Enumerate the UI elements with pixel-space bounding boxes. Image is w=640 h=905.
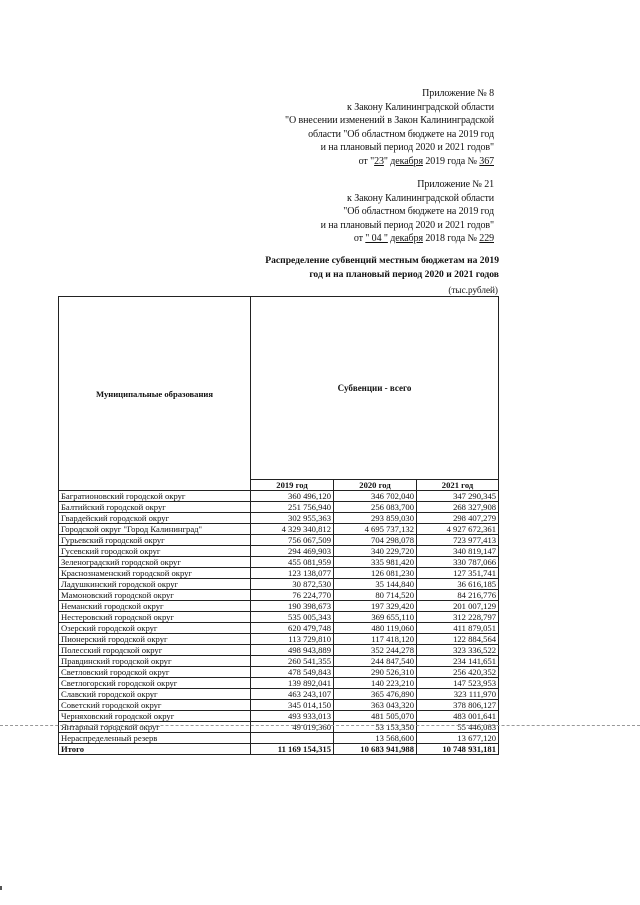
table-row xyxy=(59,601,499,612)
value-2020: 140 223,210 xyxy=(334,678,417,689)
value-2020: 340 229,720 xyxy=(334,546,417,557)
appendix-21-header xyxy=(321,178,494,246)
value-2019: 30 872,530 xyxy=(251,579,334,590)
table-row xyxy=(59,590,499,601)
title-line1: Распределение субвенций местным бюджетам на 2019 xyxy=(265,255,499,266)
appendix-21-line1: Приложение № 21 xyxy=(417,179,494,190)
municipality-name: Зеленоградский городской округ xyxy=(59,557,251,568)
value-2020: 290 526,310 xyxy=(334,667,417,678)
appendix-21-line4: и на плановый период 2020 и 2021 годов" xyxy=(320,219,494,231)
year-2019-header: 2019 год xyxy=(251,480,334,491)
value-2021: 323 336,522 xyxy=(417,645,499,656)
document-title xyxy=(265,254,499,282)
appendix-8-line5: и на плановый период 2020 и 2021 годов" xyxy=(320,142,494,154)
municipality-name: Озерский городской округ xyxy=(59,623,251,634)
table-row xyxy=(59,700,499,711)
header-municipal: Муниципальные образования xyxy=(59,297,251,491)
value-2021: 127 351,741 xyxy=(417,568,499,579)
table-row xyxy=(59,513,499,524)
municipality-name: Светлогорский городской округ xyxy=(59,678,251,689)
value-2019: 535 005,343 xyxy=(251,612,334,623)
value-2020: 369 655,110 xyxy=(334,612,417,623)
total-2021: 10 748 931,181 xyxy=(417,744,499,755)
municipality-name: Ладушкинский городской округ xyxy=(59,579,251,590)
table-row xyxy=(59,491,499,502)
municipality-name: Гвардейский городской округ xyxy=(59,513,251,524)
value-2021: 256 420,352 xyxy=(417,667,499,678)
value-2021: 84 216,776 xyxy=(417,590,499,601)
municipality-name: Правдинский городской округ xyxy=(59,656,251,667)
value-2021: 330 787,066 xyxy=(417,557,499,568)
value-2020: 117 418,120 xyxy=(334,634,417,645)
table-row xyxy=(59,645,499,656)
appendix-8-header xyxy=(285,87,494,169)
appendix-8-line1: Приложение № 8 xyxy=(422,88,494,99)
value-2021: 147 523,953 xyxy=(417,678,499,689)
value-2020: 335 981,420 xyxy=(334,557,417,568)
municipality-name: Светловский городской округ xyxy=(59,667,251,678)
municipality-name: Гурьевский городской округ xyxy=(59,535,251,546)
value-2019: 756 067,509 xyxy=(251,535,334,546)
appendix-21-date xyxy=(321,232,494,246)
date-day: " 04 " xyxy=(365,233,388,245)
municipality-name: Неманский городской округ xyxy=(59,601,251,612)
table-row xyxy=(59,579,499,590)
value-2021: 347 290,345 xyxy=(417,491,499,502)
date-prefix: от " xyxy=(358,155,375,167)
value-2020: 256 083,700 xyxy=(334,502,417,513)
table-row xyxy=(59,623,499,634)
appendix-8-line3: "О внесении изменений в Закон Калининградской xyxy=(285,115,494,127)
value-2020: 365 476,890 xyxy=(334,689,417,700)
value-2021: 340 819,147 xyxy=(417,546,499,557)
value-2020: 704 298,078 xyxy=(334,535,417,546)
value-2019: 294 469,903 xyxy=(251,546,334,557)
value-2021: 36 616,185 xyxy=(417,579,499,590)
table-row xyxy=(59,711,499,722)
subventions-table xyxy=(58,296,499,755)
value-2021: 411 879,051 xyxy=(417,623,499,634)
value-2019: 455 081,959 xyxy=(251,557,334,568)
table-row xyxy=(59,689,499,700)
date-year: 2019 года № xyxy=(422,155,480,167)
municipality-name: Городской округ "Город Калининград" xyxy=(59,524,251,535)
municipality-name: Советский городской округ xyxy=(59,700,251,711)
value-2020: 293 859,030 xyxy=(334,513,417,524)
table-row xyxy=(59,656,499,667)
value-2020: 363 043,320 xyxy=(334,700,417,711)
table-row xyxy=(59,557,499,568)
table-row xyxy=(59,722,499,733)
municipality-name: Мамоновский городской округ xyxy=(59,590,251,601)
value-2020: 13 568,600 xyxy=(334,733,417,744)
unit-label: (тыс.рублей) xyxy=(448,285,498,295)
table-row xyxy=(59,612,499,623)
value-2019: 498 943,889 xyxy=(251,645,334,656)
date-number: 229 xyxy=(479,233,494,245)
value-2021: 378 806,127 xyxy=(417,700,499,711)
table-row xyxy=(59,678,499,689)
municipality-name: Черняховский городской округ xyxy=(59,711,251,722)
scan-margin-mark xyxy=(0,886,2,890)
table-row xyxy=(59,502,499,513)
value-2020: 126 081,230 xyxy=(334,568,417,579)
value-2019 xyxy=(251,733,334,744)
value-2019: 620 479,748 xyxy=(251,623,334,634)
value-2021: 234 141,651 xyxy=(417,656,499,667)
appendix-8-line2: к Закону Калининградской области xyxy=(347,101,494,113)
date-month: декабря xyxy=(390,155,423,167)
date-day: 23 xyxy=(374,155,384,167)
value-2020: 480 119,060 xyxy=(334,623,417,634)
municipality-name: Балтийский городской округ xyxy=(59,502,251,513)
table-body xyxy=(59,491,499,744)
value-2020: 244 847,540 xyxy=(334,656,417,667)
value-2021: 323 111,970 xyxy=(417,689,499,700)
value-2019: 493 933,013 xyxy=(251,711,334,722)
municipality-name: Славский городской округ xyxy=(59,689,251,700)
value-2021: 268 327,908 xyxy=(417,502,499,513)
value-2020: 352 244,278 xyxy=(334,645,417,656)
municipality-name: Багратионовский городской округ xyxy=(59,491,251,502)
value-2021: 723 977,413 xyxy=(417,535,499,546)
table-row xyxy=(59,733,499,744)
value-2019: 463 243,107 xyxy=(251,689,334,700)
date-prefix: от xyxy=(353,233,366,245)
municipality-name: Нераспределенный резерв xyxy=(59,733,251,744)
total-2019: 11 169 154,315 xyxy=(251,744,334,755)
value-2019: 251 756,940 xyxy=(251,502,334,513)
value-2020: 481 505,070 xyxy=(334,711,417,722)
header-subventions: Субвенции - всего xyxy=(251,297,499,480)
value-2019: 123 138,077 xyxy=(251,568,334,579)
date-mid: " xyxy=(383,155,391,167)
value-2021: 312 228,797 xyxy=(417,612,499,623)
value-2020: 346 702,040 xyxy=(334,491,417,502)
appendix-8-line4: области "Об областном бюджете на 2019 год xyxy=(308,128,494,140)
municipality-name: Янтарный городской округ xyxy=(59,722,251,733)
date-year: 2018 года № xyxy=(422,233,480,245)
total-label: Итого xyxy=(59,744,251,755)
municipality-name: Краснознаменский городской округ xyxy=(59,568,251,579)
value-2020: 35 144,840 xyxy=(334,579,417,590)
value-2019: 260 541,355 xyxy=(251,656,334,667)
table-row xyxy=(59,546,499,557)
value-2019: 113 729,810 xyxy=(251,634,334,645)
municipality-name: Пионерский городской округ xyxy=(59,634,251,645)
table-total-row xyxy=(59,744,499,755)
table-row xyxy=(59,535,499,546)
table-row xyxy=(59,634,499,645)
value-2019: 49 019,360 xyxy=(251,722,334,733)
total-2020: 10 683 941,988 xyxy=(334,744,417,755)
value-2020: 4 695 737,132 xyxy=(334,524,417,535)
municipality-name: Гусевский городской округ xyxy=(59,546,251,557)
appendix-21-line3: "Об областном бюджете на 2019 год xyxy=(343,206,494,218)
value-2020: 53 153,350 xyxy=(334,722,417,733)
year-2021-header: 2021 год xyxy=(417,480,499,491)
value-2021: 201 007,129 xyxy=(417,601,499,612)
value-2021: 55 446,083 xyxy=(417,722,499,733)
scan-dashed-line xyxy=(0,725,640,726)
value-2019: 139 892,041 xyxy=(251,678,334,689)
date-month: декабря xyxy=(390,233,423,245)
value-2021: 4 927 672,361 xyxy=(417,524,499,535)
value-2020: 197 329,420 xyxy=(334,601,417,612)
table-row xyxy=(59,568,499,579)
value-2020: 80 714,520 xyxy=(334,590,417,601)
date-number: 367 xyxy=(479,155,494,167)
value-2019: 360 496,120 xyxy=(251,491,334,502)
value-2019: 4 329 340,812 xyxy=(251,524,334,535)
table-row xyxy=(59,667,499,678)
value-2021: 483 001,641 xyxy=(417,711,499,722)
year-2020-header: 2020 год xyxy=(334,480,417,491)
value-2021: 122 884,564 xyxy=(417,634,499,645)
value-2019: 478 549,843 xyxy=(251,667,334,678)
value-2021: 13 677,120 xyxy=(417,733,499,744)
table-row xyxy=(59,524,499,535)
appendix-21-line2: к Закону Калининградской области xyxy=(347,192,494,204)
value-2019: 302 955,363 xyxy=(251,513,334,524)
table-header-row xyxy=(59,297,499,480)
value-2019: 190 398,673 xyxy=(251,601,334,612)
value-2021: 298 407,279 xyxy=(417,513,499,524)
title-line2: год и на плановый период 2020 и 2021 годов xyxy=(309,269,499,280)
value-2019: 76 224,770 xyxy=(251,590,334,601)
appendix-8-date xyxy=(285,155,494,169)
municipality-name: Полесский городской округ xyxy=(59,645,251,656)
value-2019: 345 014,150 xyxy=(251,700,334,711)
municipality-name: Нестеровский городской округ xyxy=(59,612,251,623)
